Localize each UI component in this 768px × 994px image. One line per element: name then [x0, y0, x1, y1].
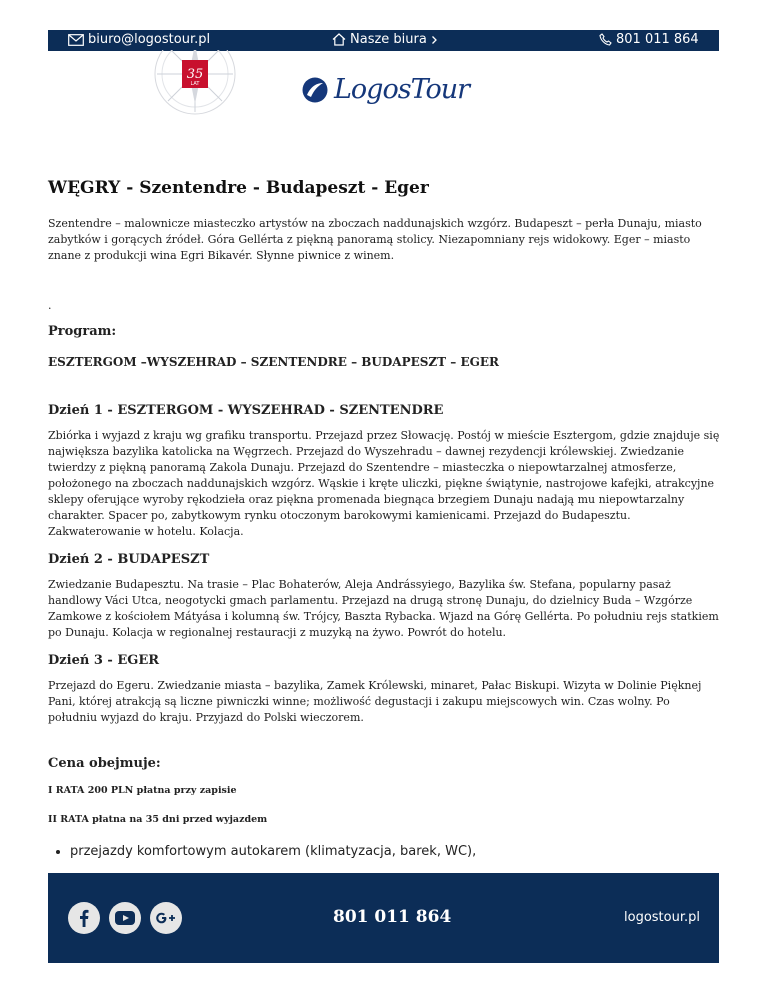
logostour-logo[interactable]: [302, 74, 469, 105]
footer: [48, 873, 719, 963]
facebook-button[interactable]: [68, 902, 100, 934]
email-text: biuro@logostour.pl: [88, 32, 211, 47]
page-title: WĘGRY - Szentendre - Budapeszt - Eger: [48, 178, 429, 198]
program-heading: Program:: [48, 324, 117, 339]
day-2-title: Dzień 2 - BUDAPESZT: [48, 552, 210, 567]
email-link[interactable]: [68, 32, 210, 47]
phone-text: 801 011 864: [616, 32, 699, 47]
google-plus-button[interactable]: [150, 902, 182, 934]
chevron-right-icon: [431, 35, 438, 45]
contact-bar: [48, 30, 719, 51]
day-1-description: Zbiórka i wyjazd z kraju wg grafiku transportu. Przejazd przez Słowację. Postój w mieście Esztergom, gdzie znajduje się największa bazylika katolicka na Węgrzech. Przejazd do Wyszehradu – dawnej rezydencji królewskiej. Zwiedzanie twierdzy z piękną panoramą Zakola Dunaju. Przejazd do Szentendre – miasteczka o niepowtarzalnej atmosferze, położonego na zboczach naddunajskich wzgórz. Wąskie i kręte uliczki, piękne świątynie, nastrojowe kafejki, atrakcyjne sklepy oferujące wyroby rękodzieła oraz piękna promenada biegnąca brzegiem Dunaju nadają mu niepowtarzalny charakter. Spacer po, zabytkowym rynku otoczonym barokowymi kamienicami. Przejazd do Budapesztu. Zakwaterowanie w hotelu. Kolacja.: [48, 429, 720, 538]
footer-website-link[interactable]: logostour.pl: [624, 910, 700, 925]
offices-text: Nasze biura: [350, 32, 427, 47]
route-heading: ESZTERGOM –WYSZEHRAD – SZENTENDRE – BUDAPESZT – EGER: [48, 355, 499, 369]
youtube-icon: [115, 911, 135, 925]
day-1-title: Dzień 1 - ESZTERGOM - WYSZEHRAD - SZENTENDRE: [48, 403, 444, 418]
home-icon: [332, 33, 346, 46]
google-plus-icon: [155, 911, 177, 925]
day-3-description: Przejazd do Egeru. Zwiedzanie miasta – bazylika, Zamek Królewski, minaret, Pałac Biskupi. Wizyta w Dolinie Pięknej Pani, której atrakcją są liczne piwniczki winne; możliwość degustacji i zakupu miejscowych win. Czas wolny. Po południu wyjazd do kraju. Przyjazd do Polski wieczorem.: [48, 679, 702, 724]
price-heading: Cena obejmuje:: [48, 756, 161, 771]
brand-name: LogosTour: [334, 74, 470, 105]
logo-emblem-icon: [302, 77, 328, 103]
header-logos: [150, 50, 470, 120]
installment-2: II RATA płatna na 35 dni przed wyjazdem: [48, 814, 268, 825]
facebook-icon: [79, 909, 89, 927]
day-2-description: Zwiedzanie Budapesztu. Na trasie – Plac Bohaterów, Aleja Andrássyiego, Bazylika św. Stefana, popularny pasaż handlowy Váci Utca, neogotycki gmach parlamentu. Przejazd na drugą stronę Dunaju, do dzielnicy Buda – Wzgórze Zamkowe z kościołem Mátyása i kolumną św. Trójcy, Baszta Rybacka. Wjazd na Górę Gellérta. Po południu rejs statkiem po Dunaju. Kolacja w regionalnej restauracji z muzyką na żywo. Powrót do hotelu.: [48, 578, 719, 639]
seal-number: 35: [186, 67, 204, 82]
phone-link[interactable]: [599, 32, 699, 47]
youtube-button[interactable]: [109, 902, 141, 934]
anniversary-seal-logo: [150, 50, 240, 118]
separator-dot: .: [48, 299, 52, 312]
includes-list: [48, 843, 720, 861]
installment-1: I RATA 200 PLN płatna przy zapisie: [48, 785, 237, 796]
envelope-icon: [68, 34, 84, 46]
phone-icon: [599, 33, 612, 46]
footer-phone[interactable]: 801 011 864: [333, 907, 452, 927]
offices-link[interactable]: [332, 32, 438, 47]
day-3-title: Dzień 3 - EGER: [48, 653, 160, 668]
seal-label: LAT: [190, 81, 200, 87]
intro-paragraph: Szentendre – malownicze miasteczko artystów na zboczach naddunajskich wzgórz. Budapeszt – perła Dunaju, miasto zabytków i gorących źródeł. Góra Gellérta z piękną panoramą stolicy. Niezapomniany rejs widokowy. Eger – miasto znane z produkcji wina Egri Bikavér. Słynne piwnice z winem.: [48, 217, 702, 262]
article: [48, 178, 720, 861]
list-item: • przejazdy komfortowym autokarem (klimatyzacja, barek, WC),: [70, 843, 720, 861]
